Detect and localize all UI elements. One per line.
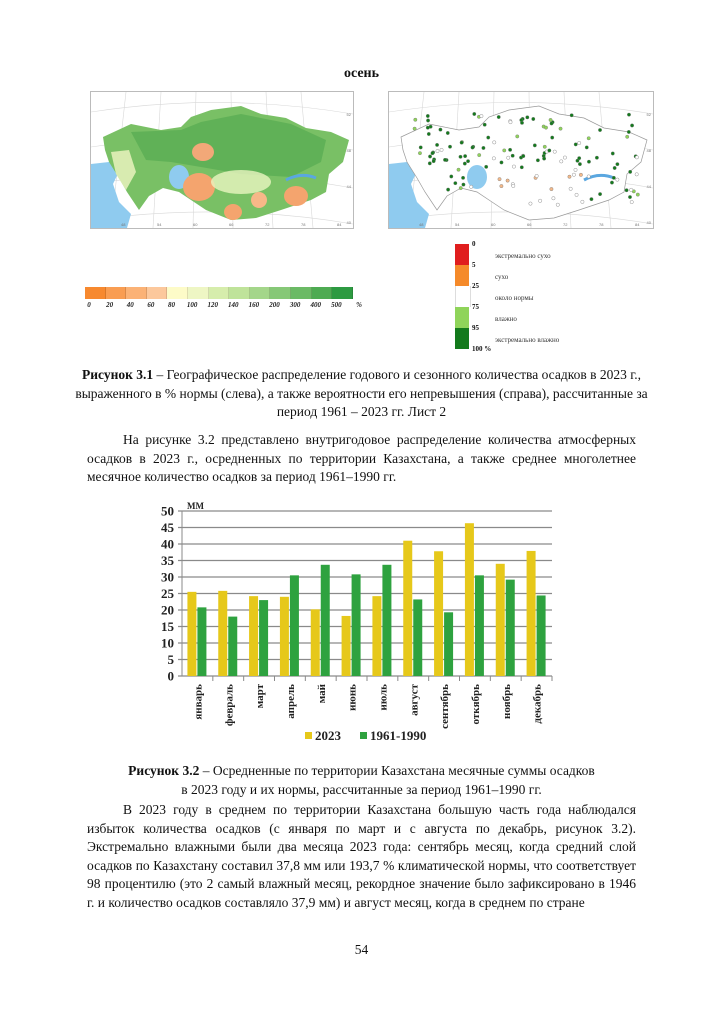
legend-swatch (360, 732, 367, 739)
station-dot (543, 145, 546, 148)
probability-tick: 25 (472, 282, 479, 290)
station-dot (473, 112, 476, 115)
scale-label: 40 (126, 301, 134, 309)
longitude-tick: 72 (563, 222, 568, 227)
scale-label: 20 (106, 301, 114, 309)
probability-category-label: влажно (495, 315, 517, 323)
station-dot (560, 160, 563, 163)
longitude-tick: 66 (229, 222, 234, 227)
station-dot (480, 114, 483, 117)
station-dot (587, 160, 590, 163)
y-tick-label: 10 (161, 635, 174, 651)
y-tick-label: 5 (167, 652, 174, 667)
station-dot (626, 135, 629, 138)
station-dot (463, 162, 466, 165)
scale-label: 80 (167, 301, 175, 309)
monthly-precipitation-chart (150, 500, 570, 750)
station-dot (509, 120, 512, 123)
station-dot (598, 192, 601, 195)
probability-color-block (455, 265, 469, 286)
page-number: 54 (354, 942, 369, 957)
station-dot (629, 188, 632, 191)
station-dot (448, 145, 451, 148)
station-dot (471, 146, 474, 149)
bar-2023-декабрь (527, 551, 536, 676)
station-dot (590, 197, 593, 200)
station-dot (549, 118, 552, 121)
station-dot (612, 176, 615, 179)
station-dot (413, 127, 416, 130)
station-dot (551, 136, 554, 139)
paragraph-1 (87, 431, 636, 487)
station-dot (572, 173, 575, 176)
station-dot (426, 114, 429, 117)
station-dot (439, 128, 442, 131)
y-tick-label: 45 (161, 520, 174, 535)
longitude-tick: 48 (121, 222, 126, 227)
station-dot (446, 131, 449, 134)
station-dot (506, 179, 509, 182)
station-dot (628, 195, 631, 198)
bar-2023-откябрь (465, 523, 474, 676)
station-dot (511, 154, 514, 157)
longitude-tick: 84 (635, 222, 640, 227)
station-dot (469, 185, 472, 188)
station-dot (550, 122, 553, 125)
station-dot (493, 141, 496, 144)
x-tick-label: январь (192, 684, 205, 720)
station-dot (512, 165, 515, 168)
scale-cell (270, 287, 291, 299)
scale-label: 100 (186, 301, 198, 309)
station-dot (426, 119, 429, 122)
station-dot (435, 143, 438, 146)
bar-2023-ноябрь (496, 564, 505, 676)
station-dot (610, 181, 613, 184)
station-dot (428, 155, 431, 158)
station-dot (611, 152, 614, 155)
scale-label: 400 (310, 301, 322, 309)
latitude-tick: 44 (346, 184, 351, 189)
station-dot (520, 121, 523, 124)
probability-color-block (455, 286, 471, 307)
station-dot (536, 159, 539, 162)
latitude-tick: 44 (646, 184, 651, 189)
bar-1961-1990-декабрь (537, 595, 546, 676)
longitude-tick: 66 (527, 222, 532, 227)
station-dot (484, 165, 487, 168)
station-dot (574, 143, 577, 146)
paragraph-2 (87, 801, 636, 912)
probability-category-label: сухо (495, 273, 509, 281)
figure-3-2-caption (60, 762, 663, 799)
station-dot (625, 189, 628, 192)
station-dot (563, 156, 566, 159)
bar-2023-март (249, 596, 258, 676)
chart-svg (150, 500, 570, 750)
station-dot (500, 161, 503, 164)
bar-2023-январь (187, 592, 196, 676)
latitude-tick: 52 (646, 112, 651, 117)
scale-cell (126, 287, 147, 299)
station-dot (552, 197, 555, 200)
x-tick-label: май (315, 684, 328, 704)
longitude-tick: 84 (337, 222, 342, 227)
station-dot (627, 113, 630, 116)
precipitation-percent-map (90, 91, 354, 229)
bar-1961-1990-май (321, 565, 330, 676)
station-dot (526, 116, 529, 119)
longitude-tick: 78 (301, 222, 306, 227)
x-tick-label: март (254, 684, 267, 709)
station-dot (532, 117, 535, 120)
scale-cell (250, 287, 271, 299)
scale-cell (209, 287, 230, 299)
precipitation-percent-map-graphic (91, 92, 353, 228)
scale-cell (188, 287, 209, 299)
station-dot (544, 126, 547, 129)
bar-1961-1990-январь (197, 607, 206, 676)
x-tick-label: апрель (284, 684, 297, 719)
station-dot (462, 183, 465, 186)
station-dot (577, 141, 580, 144)
probability-color-block (455, 244, 469, 265)
station-dot (548, 149, 551, 152)
y-tick-label: 40 (161, 536, 174, 552)
station-dot (431, 151, 434, 154)
probability-station-map (388, 91, 654, 229)
station-dot (500, 184, 503, 187)
station-dot (520, 166, 523, 169)
station-dot (587, 175, 590, 178)
legend-label: 2023 (315, 728, 341, 743)
latitude-tick: 48 (646, 148, 651, 153)
scale-label: 160 (248, 301, 260, 309)
station-dot (635, 156, 638, 159)
legend-label: 1961-1990 (370, 728, 427, 743)
station-dot (516, 135, 519, 138)
station-dot (443, 158, 446, 161)
x-tick-label: июнь (346, 684, 359, 711)
station-dot (587, 137, 590, 140)
probability-tick: 0 (472, 240, 476, 248)
station-dot (556, 203, 559, 206)
station-dot (414, 118, 417, 121)
y-tick-label: 0 (167, 668, 174, 684)
figure-3-2-caption-line2: в 2023 году и их нормы, рассчитанные за период 1961–1990 гг. (181, 781, 542, 797)
bar-2023-август (403, 541, 412, 676)
figure-3-2-caption-line1: – Осредненные по территории Казахстана месячные суммы осадков (199, 763, 595, 778)
station-dot (568, 175, 571, 178)
scale-cell (229, 287, 250, 299)
probability-tick: 100 % (472, 345, 492, 353)
percent-color-scale (85, 287, 353, 299)
scale-label: 120 (207, 301, 218, 309)
paragraph-2-text: В 2023 году в среднем по территории Казахстана большую часть года наблюдался избыток количества осадков (с января по март и с августа по декабрь, рисунок 3.2). Экстремально влажными были два месяца 2023 года: сентябрь месяц, когда средний слой осадков по Казахстану составил 37,8 мм или 193,7 % климатической нормы, что соответствует 98 процентилю (это 2 самый влажный месяц, рекордное значение было зафиксировано в 1946 г. и количество осадков составляло 37,9 мм) и август месяц, когда в среднем по стране (87, 802, 636, 910)
station-dot (581, 200, 584, 203)
scale-cell (312, 287, 333, 299)
scale-cell (85, 287, 106, 299)
station-dot (585, 146, 588, 149)
longitude-tick: 54 (157, 222, 162, 227)
bar-1961-1990-ноябрь (506, 580, 515, 676)
station-dot (457, 168, 460, 171)
station-dot (628, 170, 631, 173)
x-tick-label: декабрь (531, 684, 544, 724)
station-dot (575, 193, 578, 196)
bar-2023-июнь (342, 616, 351, 676)
station-dot (616, 162, 619, 165)
station-dot (503, 149, 506, 152)
station-dot (418, 151, 421, 154)
scale-label: 140 (228, 301, 239, 309)
station-dot (559, 127, 562, 130)
probability-color-block (455, 307, 469, 328)
x-tick-label: ноябрь (500, 684, 513, 720)
station-dot (498, 177, 501, 180)
figure-3-2-caption-label: Рисунок 3.2 (128, 763, 200, 778)
y-tick-label: 25 (161, 586, 174, 601)
legend-swatch (305, 732, 312, 739)
bar-1961-1990-апрель (290, 575, 299, 676)
probability-tick: 75 (472, 303, 479, 311)
scale-label: 300 (289, 301, 301, 309)
station-dot (553, 150, 556, 153)
scale-cell (167, 287, 188, 299)
station-dot (630, 124, 633, 127)
scale-cell (106, 287, 127, 299)
latitude-tick: 48 (346, 148, 351, 153)
bar-2023-апрель (280, 597, 289, 676)
station-dot (570, 114, 573, 117)
y-tick-label: 50 (161, 503, 174, 519)
station-dot (450, 175, 453, 178)
x-tick-label: откябрь (469, 684, 482, 725)
y-tick-label: 20 (161, 602, 174, 618)
station-dot (508, 148, 511, 151)
station-dot (569, 187, 572, 190)
station-dot (507, 156, 510, 159)
station-dot (428, 162, 431, 165)
longitude-tick: 48 (419, 222, 424, 227)
station-dot (461, 176, 464, 179)
x-tick-label: сентябрь (439, 684, 452, 729)
station-dot (577, 156, 580, 159)
scale-label: % (356, 301, 362, 309)
station-dot (574, 168, 577, 171)
scale-label: 200 (269, 301, 280, 309)
bar-2023-февраль (218, 591, 227, 676)
scale-cell (291, 287, 312, 299)
station-dot (512, 184, 515, 187)
latitude-tick: 52 (346, 112, 351, 117)
longitude-tick: 78 (599, 222, 604, 227)
x-tick-label: февраль (223, 684, 236, 727)
station-dot (538, 199, 541, 202)
station-dot (598, 128, 601, 131)
scale-label: 60 (147, 301, 155, 309)
station-dot (432, 159, 435, 162)
bar-1961-1990-август (413, 599, 422, 676)
scale-label: 0 (87, 301, 91, 309)
station-dot (478, 153, 481, 156)
station-dot (579, 173, 582, 176)
station-dot (436, 149, 439, 152)
x-tick-label: август (408, 684, 421, 716)
scale-cell (332, 287, 353, 299)
station-dot (463, 154, 466, 157)
probability-station-map-graphic (389, 92, 653, 228)
bar-1961-1990-февраль (228, 617, 237, 676)
probability-legend (455, 240, 605, 356)
bar-1961-1990-июль (382, 565, 391, 676)
station-dot (636, 193, 639, 196)
station-dot (446, 188, 449, 191)
bar-2023-июль (372, 596, 381, 676)
station-dot (460, 141, 463, 144)
probability-color-block (455, 328, 469, 349)
longitude-tick: 54 (455, 222, 460, 227)
station-dot (497, 115, 500, 118)
station-dot (466, 159, 469, 162)
bar-2023-май (311, 609, 320, 676)
y-tick-label: 35 (161, 553, 174, 568)
station-dot (630, 200, 633, 203)
y-tick-label: 15 (161, 619, 174, 634)
station-dot (627, 130, 630, 133)
bar-1961-1990-сентябрь (444, 612, 453, 676)
station-dot (533, 144, 536, 147)
station-dot (542, 157, 545, 160)
y-axis-unit: ММ (187, 501, 204, 511)
bar-1961-1990-июнь (352, 574, 361, 676)
scale-cell (147, 287, 168, 299)
station-dot (522, 154, 525, 157)
figure-3-1-caption-text: – Географическое распределение годового и сезонного количества осадков в 2023 г., выраженного в % нормы (слева), а также вероятности его непревышения (справа), рассчитанные за период 1961 – 2023 гг. Лист 2 (75, 367, 648, 419)
longitude-tick: 60 (193, 222, 198, 227)
bar-2023-сентябрь (434, 551, 443, 676)
station-dot (492, 157, 495, 160)
station-dot (635, 173, 638, 176)
station-dot (419, 146, 422, 149)
station-dot (459, 155, 462, 158)
station-dot (429, 125, 432, 128)
paragraph-1-text: На рисунке 3.2 представлено внутригодовое распределение количества атмосферных осадков в 2023 г., осредненных по территории Казахстана, а также среднее многолетнее месячное количество осадков за период 1961–1990 гг. (87, 432, 636, 484)
station-dot (440, 148, 443, 151)
station-dot (483, 123, 486, 126)
probability-category-label: экстремально сухо (495, 252, 551, 260)
probability-category-label: около нормы (495, 294, 534, 302)
probability-tick: 5 (472, 261, 476, 269)
latitude-tick: 40 (646, 220, 651, 225)
bar-1961-1990-откябрь (475, 575, 484, 676)
station-dot (427, 132, 430, 135)
probability-tick: 95 (472, 324, 479, 332)
scale-label: 500 (331, 301, 342, 309)
station-dot (487, 136, 490, 139)
season-title: осень (343, 66, 380, 81)
figure-3-1-caption (60, 366, 663, 422)
station-dot (616, 178, 619, 181)
figure-3-1-caption-label: Рисунок 3.1 (82, 367, 154, 382)
percent-scale-labels (85, 301, 360, 313)
station-dot (529, 202, 532, 205)
station-dot (595, 156, 598, 159)
bar-1961-1990-март (259, 600, 268, 676)
y-tick-label: 30 (161, 569, 174, 585)
longitude-tick: 72 (265, 222, 270, 227)
latitude-tick: 40 (346, 220, 351, 225)
station-dot (482, 146, 485, 149)
station-dot (550, 187, 553, 190)
station-dot (459, 186, 462, 189)
probability-category-label: экстремально влажно (495, 336, 560, 344)
station-dot (454, 181, 457, 184)
station-dot (578, 162, 581, 165)
longitude-tick: 60 (491, 222, 496, 227)
x-tick-label: июль (377, 684, 390, 711)
station-dot (613, 166, 616, 169)
station-dot (535, 174, 538, 177)
